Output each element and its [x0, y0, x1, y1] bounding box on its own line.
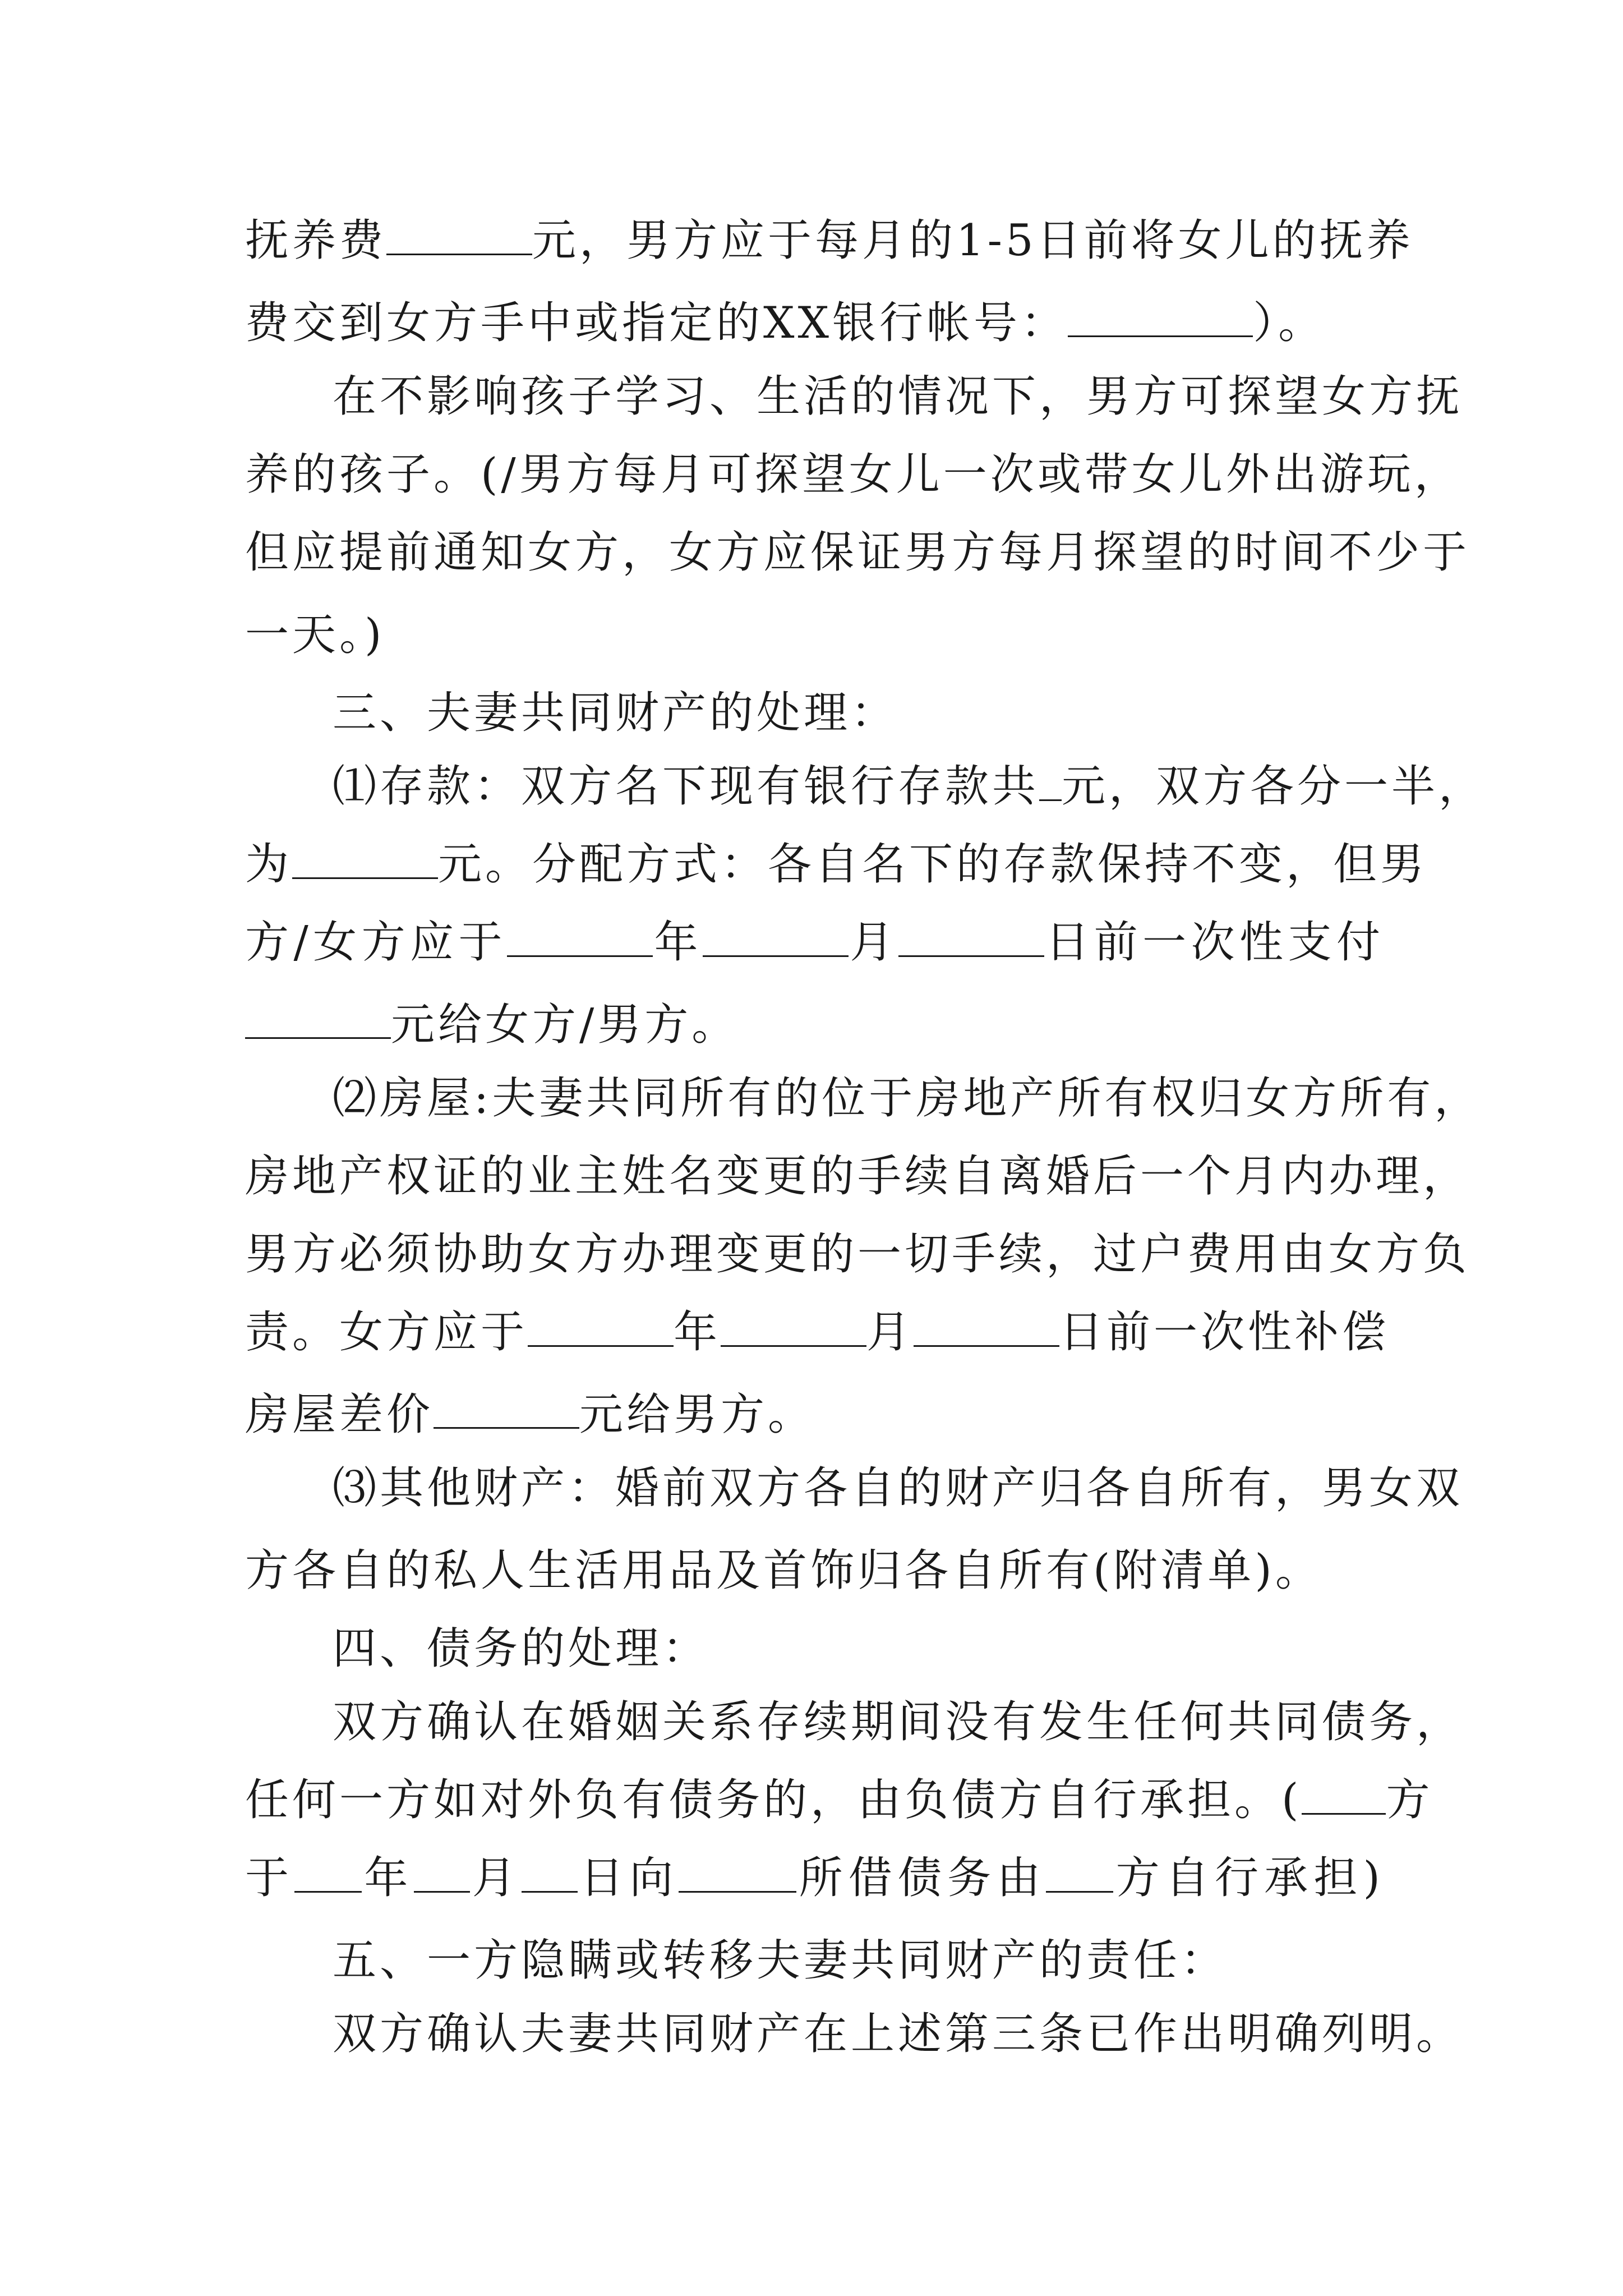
fill-blank — [386, 219, 532, 255]
fill-blank — [1302, 1778, 1386, 1815]
fill-blank — [1046, 1856, 1113, 1893]
fill-blank — [703, 921, 849, 957]
text-line — [245, 1216, 1470, 1294]
text-segment: 一天。) — [245, 609, 385, 660]
text-line — [245, 202, 1414, 280]
text-segment: 元，男方应于每月的1-5日前将女儿的抚养 — [532, 215, 1414, 266]
text-segment: ⑶其他财产：婚前双方各自的财产归各自所有，男女双 — [333, 1463, 1464, 1513]
text-line — [245, 1060, 1482, 1138]
text-segment: 双方确认在婚姻关系存续期间没有发生任何共同债务， — [333, 1697, 1464, 1747]
text-line — [245, 748, 1486, 826]
text-segment: 房屋差价 — [245, 1389, 434, 1440]
fill-blank — [721, 1310, 866, 1347]
text-line — [245, 358, 1464, 436]
text-segment: 三、夫妻共同财产的处理： — [333, 687, 898, 738]
text-segment: 元给女方/男方。 — [391, 999, 739, 1050]
text-segment: 日向 — [577, 1853, 679, 1903]
text-segment: 方/女方应于 — [245, 917, 507, 968]
text-segment: 日前一次性支付 — [1044, 917, 1384, 968]
text-line — [245, 592, 1384, 670]
fill-blank — [679, 1856, 796, 1893]
section-heading — [245, 670, 1384, 748]
text-segment: 所借债务由 — [796, 1853, 1046, 1903]
text-line — [245, 982, 1384, 1060]
text-segment: 任何一方如对外负有债务的，由负债方自行承担。( — [245, 1775, 1302, 1825]
text-line — [245, 514, 1470, 592]
text-segment: 于 — [245, 1853, 295, 1903]
text-segment: 男方必须协助女方办理变更的一切手续，过户费用由女方负 — [245, 1229, 1470, 1280]
text-segment: 房地产权证的业主姓名变更的手续自离婚后一个月内办理， — [245, 1151, 1470, 1202]
fill-blank — [292, 843, 438, 879]
text-segment: 在不影响孩子学习、生活的情况下，男方可探望女方抚 — [333, 371, 1464, 422]
fill-blank — [294, 1856, 362, 1893]
text-line — [245, 1683, 1464, 1761]
text-segment: 方各自的私人生活用品及首饰归各自所有(附清单)。 — [245, 1545, 1322, 1596]
text-segment: 月 — [866, 1307, 914, 1358]
text-segment: 月 — [469, 1853, 522, 1903]
text-line — [245, 1995, 1464, 2073]
text-segment: 责。女方应于 — [245, 1307, 528, 1358]
text-segment: 抚养费 — [245, 215, 387, 266]
fill-blank — [507, 921, 653, 957]
text-line — [245, 280, 1384, 358]
text-line — [245, 1839, 1384, 1917]
text-segment: ⑴存款：双方名下现有银行存款共 — [333, 761, 1040, 812]
text-line — [245, 1450, 1464, 1527]
text-segment: 年 — [653, 917, 703, 968]
text-segment: 方自行承担) — [1113, 1853, 1384, 1903]
text-segment: 但应提前通知女方，女方应保证男方每月探望的时间不少于 — [245, 527, 1470, 578]
fill-blank — [1068, 301, 1253, 337]
text-line — [245, 1527, 1384, 1605]
text-segment: 年 — [362, 1853, 414, 1903]
section-heading — [245, 1917, 1384, 1995]
text-segment: ）。 — [1253, 297, 1326, 348]
text-segment: 日前一次性补偿 — [1059, 1307, 1390, 1358]
text-line — [245, 904, 1384, 982]
text-segment: 为 — [245, 839, 293, 890]
fill-blank — [414, 1856, 470, 1893]
text-segment: 四、债务的处理： — [333, 1623, 710, 1674]
document-body — [245, 202, 1486, 2073]
fill-blank — [434, 1392, 579, 1429]
text-segment: 五、一方隐瞒或转移夫妻共同财产的责任： — [333, 1935, 1228, 1986]
text-segment: 费交到女方手中或指定的XX银行帐号： — [245, 297, 1068, 348]
text-segment: 年 — [674, 1307, 721, 1358]
text-line — [245, 1761, 1433, 1839]
section-heading — [245, 1605, 1384, 1683]
text-segment: 元。分配方式：各自名下的存款保持不变，但男 — [438, 839, 1428, 890]
text-segment: 养的孩子。(/男方每月可探望女儿一次或带女儿外出游玩， — [245, 449, 1461, 500]
text-segment: 方 — [1386, 1775, 1433, 1825]
text-line — [245, 1372, 1384, 1450]
fill-blank — [1039, 765, 1062, 801]
text-segment: 元，双方各分一半， — [1062, 761, 1486, 812]
fill-blank — [914, 1310, 1059, 1347]
fill-blank — [528, 1310, 674, 1347]
text-segment: 双方确认夫妻共同财产在上述第三条已作出明确列明。 — [333, 2009, 1464, 2059]
fill-blank — [245, 1002, 391, 1039]
fill-blank — [898, 921, 1044, 957]
text-segment: ⑵房屋:夫妻共同所有的位于房地产所有权归女方所有， — [333, 1073, 1482, 1124]
text-segment: 月 — [848, 917, 898, 968]
text-line — [245, 1138, 1470, 1216]
text-line — [245, 826, 1428, 904]
text-line — [245, 436, 1461, 514]
fill-blank — [522, 1856, 578, 1893]
text-line — [245, 1294, 1390, 1372]
text-segment: 元给男方。 — [579, 1389, 815, 1440]
